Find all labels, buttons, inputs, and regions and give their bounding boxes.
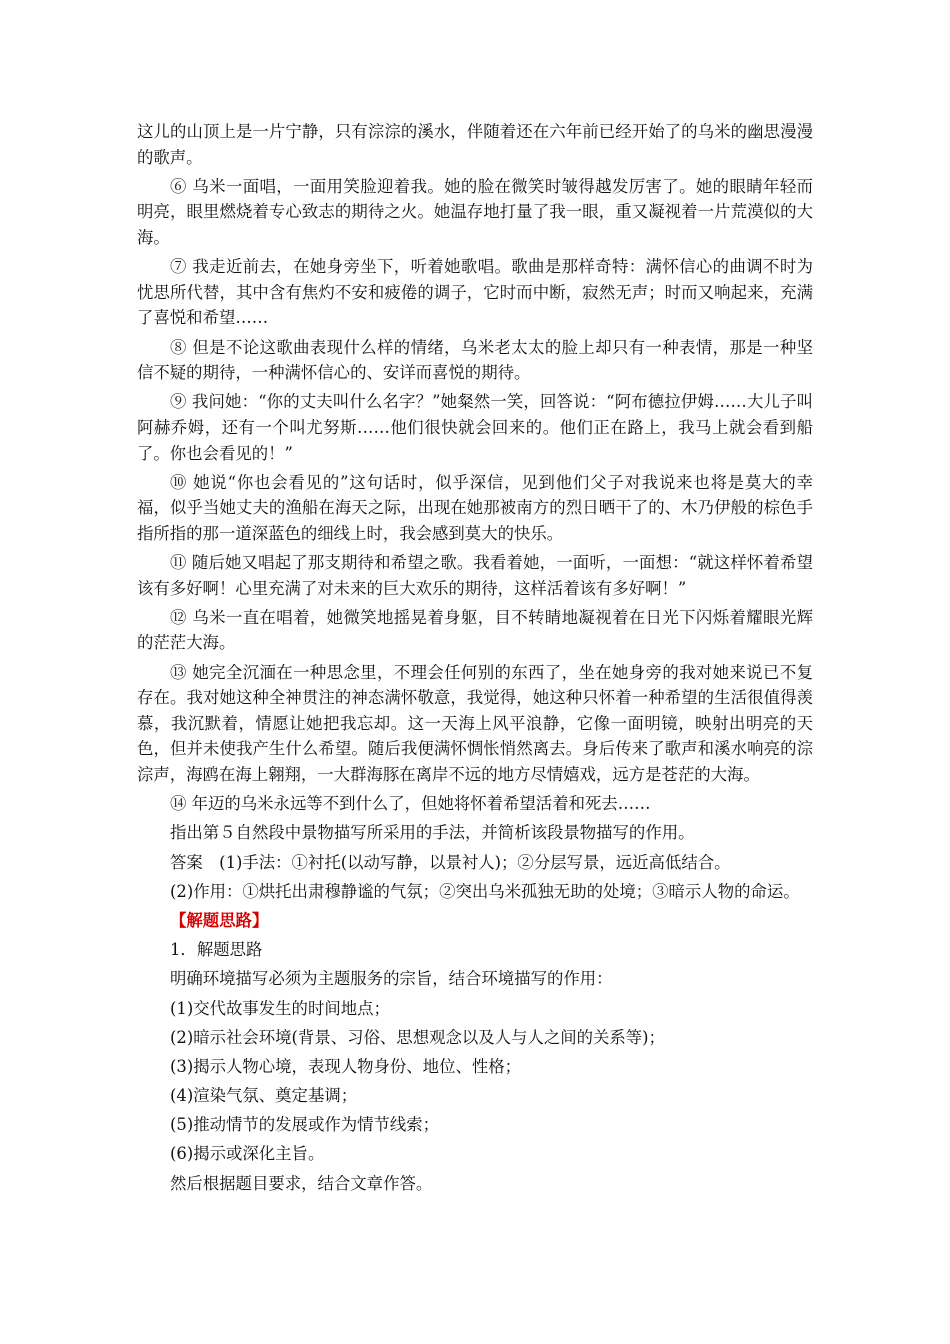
- solution-intro: 明确环境描写必须为主题服务的宗旨，结合环境描写的作用：: [170, 969, 613, 989]
- solution-item-5: (5)推动情节的发展或作为情节线索；: [170, 1115, 440, 1135]
- solution-subheading: 1．解题思路: [170, 940, 263, 960]
- paragraph-7: ⑦ 我走近前去，在她身旁坐下，听着她歌唱。歌曲是那样奇特：满怀信心的曲调不时为忧思所代替，其中含有焦灼不安和疲倦的调子，它时而中断，寂然无声；时而又响起来，充满了喜悦和希望……: [137, 257, 813, 328]
- paragraph-14: ⑭ 年迈的乌米永远等不到什么了，但她将怀着希望活着和死去……: [170, 794, 651, 814]
- solution-item-6: (6)揭示或深化主旨。: [170, 1144, 325, 1164]
- paragraph-11: ⑪ 随后她又唱起了那支期待和希望之歌。我看着她，一面听，一面想：“就这样怀着希望该有多好啊！心里充满了对未来的巨大欢乐的期待，这样活着该有多好啊！”: [137, 553, 813, 598]
- document-page: [137, 119, 813, 1200]
- paragraph-12: ⑫ 乌米一直在唱着，她微笑地摇晃着身躯，目不转睛地凝视着在日光下闪烁着耀眼光辉的茫茫大海。: [137, 607, 813, 653]
- solution-conclusion: 然后根据题目要求，结合文章作答。: [170, 1173, 433, 1193]
- paragraph-8: ⑧ 但是不论这歌曲表现什么样的情绪，乌米老太太的脸上却只有一种表情，那是一种坚信不疑的期待，一种满怀信心的、安详而喜悦的期待。: [137, 337, 813, 383]
- solution-item-1: (1)交代故事发生的时间地点；: [170, 998, 390, 1018]
- answer-part-2: (2)作用：①烘托出肃穆静谧的气氛；②突出乌米孤独无助的处境；③暗示人物的命运。: [170, 881, 800, 901]
- answer-part-1: 答案 (1)手法：①衬托(以动写静，以景衬人)；②分层写景，远近高低结合。: [170, 852, 731, 872]
- paragraph-13: ⑬ 她完全沉湎在一种思念里，不理会任何别的东西了，坐在她身旁的我对她来说已不复存在。我对她这种全神贯注的神态满怀敬意，我觉得，她这种只怀着一种希望的生活很值得羡慕，我沉默着，情愿让她把我忘却。这一天海上风平浪静，它像一面明镜，映射出明亮的天色，但并未使我产生什么希望。随后我便满怀惆怅悄然离去。身后传来了歌声和溪水响亮的淙淙声，海鸥在海上翱翔，一大群海豚在离岸不远的地方尽情嬉戏，远方是苍茫的大海。: [137, 662, 813, 784]
- question-text: 指出第５自然段中景物描写所采用的手法，并简析该段景物描写的作用。: [170, 823, 695, 843]
- paragraph-continuation: 这儿的山顶上是一片宁静，只有淙淙的溪水，伴随着还在六年前已经开始了的乌米的幽思漫漫的歌声。: [137, 122, 813, 167]
- paragraph-6: ⑥ 乌米一面唱，一面用笑脸迎着我。她的脸在微笑时皱得越发厉害了。她的眼睛年轻而明亮，眼里燃烧着专心致志的期待之火。她温存地打量了我一眼，重又凝视着一片荒漠似的大海。: [137, 176, 813, 247]
- solution-heading: 【解题思路】: [170, 910, 269, 930]
- solution-item-3: (3)揭示人物心境，表现人物身份、地位、性格；: [170, 1056, 522, 1076]
- solution-item-4: (4)渲染气氛、奠定基调；: [170, 1086, 358, 1106]
- paragraph-9: ⑨ 我问她：“你的丈夫叫什么名字？”她粲然一笑，回答说：“阿布德拉伊姆……大儿子叫阿赫乔姆，还有一个叫尤努斯……他们很快就会回来的。他们正在路上，我马上就会看到船了。你也会看见的！”: [137, 392, 813, 463]
- solution-item-2: (2)暗示社会环境(背景、习俗、思想观念以及人与人之间的关系等)；: [170, 1027, 665, 1047]
- paragraph-10: ⑩ 她说“你也会看见的”这句话时，似乎深信，见到他们父子对我说来也将是莫大的幸福，似乎当她丈夫的渔船在海天之际，出现在她那被南方的烈日晒干了的、木乃伊般的棕色手指所指的那一道深蓝色的细线上时，我会感到莫大的快乐。: [137, 472, 813, 543]
